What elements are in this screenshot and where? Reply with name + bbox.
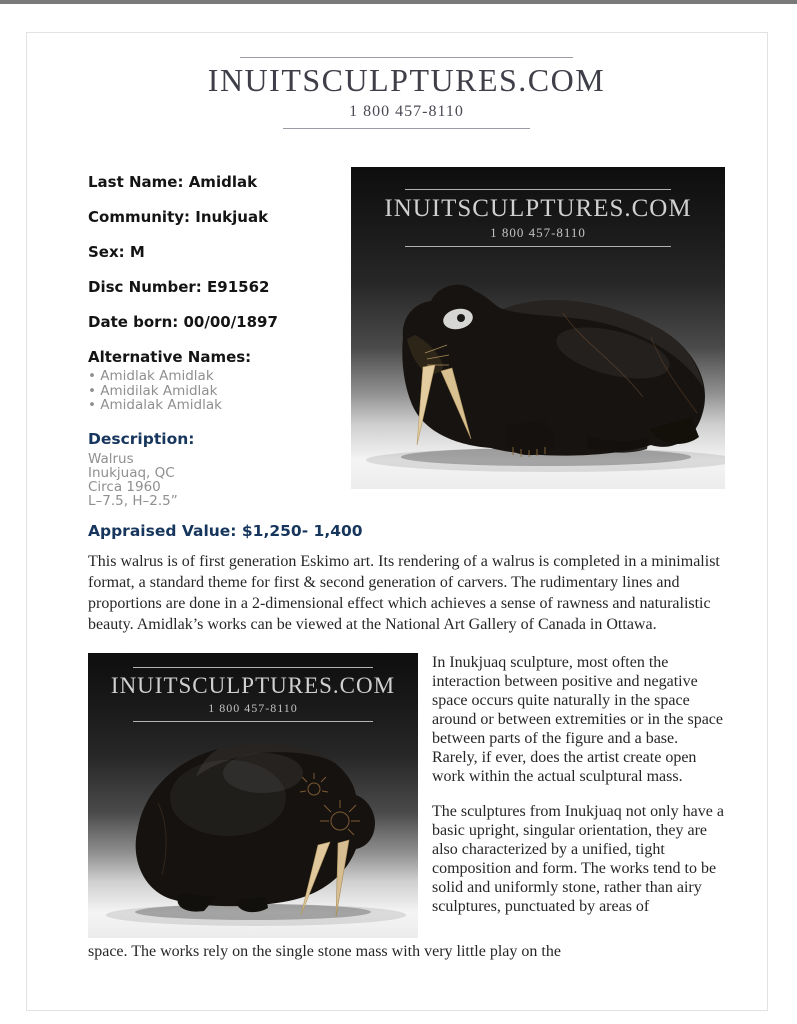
site-phone-number: 1 800 457-8110 [349,103,464,120]
site-title: INUITSCULPTURES.COM [207,62,606,98]
watermark-title: INUITSCULPTURES.COM [110,672,396,698]
body-paragraph-3-continued: space. The works rely on the single stone mass with very little play on the [88,942,561,960]
masthead-rule-top [240,57,573,58]
field-date-born: Date born: 00/00/1897 [88,313,278,331]
body-paragraph-3: The sculptures from Inukjuaq not only have a basic upright, singular orientation, they are also characterized by a unified, tight composition and form. The works tend to be solid and uniformly stone, rather than airy sculptures, punctuated by areas of [432,802,724,915]
description-line: Circa 1960 [88,478,161,495]
watermark-phone: 1 800 457-8110 [208,700,298,715]
appraised-value-heading: Appraised Value: $1,250- 1,400 [88,521,363,540]
field-disc-number: Disc Number: E91562 [88,278,270,296]
window-top-bar [0,0,797,4]
walrus-photo-side-view [351,167,725,489]
sculpture-analysis-section [88,653,725,938]
alternative-name-item: • Amidilak Amidlak [88,384,344,399]
walrus-sculpture-front-illustration [88,653,418,938]
walrus-sculpture-side-illustration [351,167,725,489]
masthead-rule-bottom [283,128,530,129]
description-lines [88,452,344,508]
site-masthead [88,57,725,129]
field-sex: Sex: M [88,243,145,261]
description-heading: Description: [88,429,195,448]
page-frame [26,32,768,1011]
alternative-names-list [88,369,344,413]
artist-info-section [88,167,725,508]
artist-details [88,167,344,508]
field-last-name: Last Name: Amidlak [88,173,258,191]
watermark-title: INUITSCULPTURES.COM [384,195,692,222]
alternative-names-heading: Alternative Names: [88,348,252,366]
analysis-text-column [432,653,725,938]
field-community: Community: Inukjuak [88,208,269,226]
watermark-phone: 1 800 457-8110 [490,225,586,240]
alternative-name-item: • Amidlak Amidlak [88,369,344,384]
description-line: Inukjuaq, QC [88,464,175,481]
body-paragraph-2: In Inukjuaq sculpture, most often the interaction between positive and negative space occurs quite naturally in the space around or between extremities or in the space between parts of the figure and a base. Rarely, if ever, does the artist create open work within the actual sculptural mass. [432,653,723,785]
walrus-photo-front-view [88,653,418,938]
description-line: L–7.5, H–2.5” [88,492,178,509]
description-line: Walrus [88,450,134,467]
body-paragraph-1: This walrus is of first generation Eskimo art. Its rendering of a walrus is completed in a minimalist format, a standard theme for first & second generation of carvers. The rudimentary lines and proportions are done in a 2-dimensional effect which achieves a sense of rawness and naturalistic beauty. Amidlak’s works can be viewed at the National Art Gallery of Canada in Ottawa. [88,552,720,633]
alternative-name-item: • Amidalak Amidlak [88,398,344,413]
